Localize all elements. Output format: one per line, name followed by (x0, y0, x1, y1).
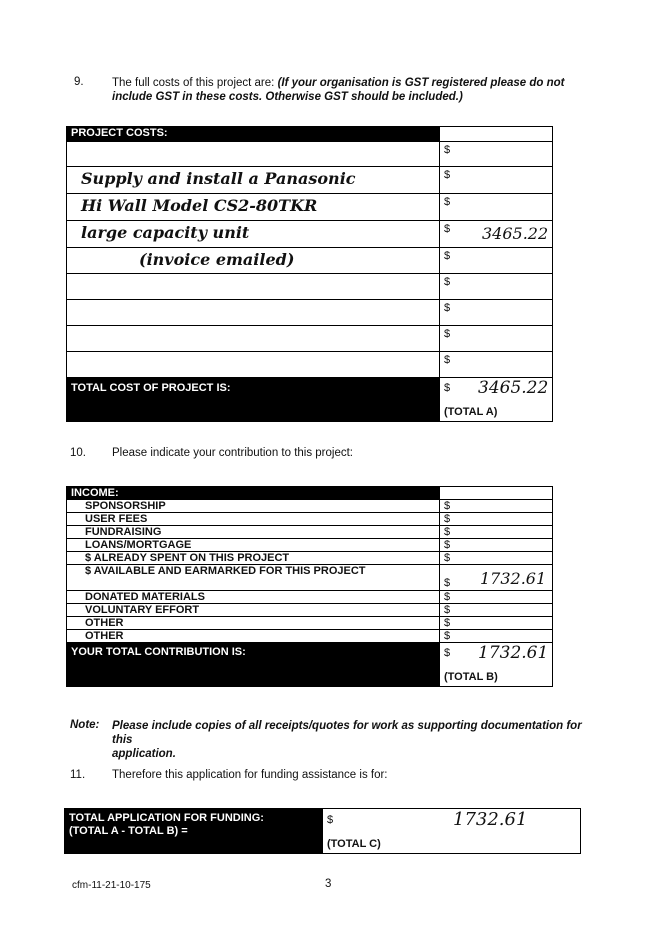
project-cost-amount-cell (440, 326, 553, 352)
note-text: Please include copies of all receipts/quotes for work as supporting documentation for this application. (112, 720, 582, 760)
project-cost-amount-cell (440, 300, 553, 326)
currency-symbol: $ (444, 169, 451, 181)
form-code: cfm-11-21-10-175 (72, 880, 151, 891)
income-amount-cell (440, 513, 553, 526)
project-cost-amount-cell (440, 248, 553, 274)
income-amount-cell (440, 591, 553, 604)
q10-text: Please indicate your contribution to this project: (112, 447, 353, 459)
currency-symbol: $ (444, 539, 451, 551)
income-amount-cell (440, 565, 553, 591)
application-table (64, 808, 581, 854)
currency-symbol: $ (444, 250, 451, 262)
income-item: VOLUNTARY EFFORT (67, 604, 440, 617)
currency-symbol: $ (444, 577, 451, 589)
project-costs-header: PROJECT COSTS: (67, 127, 440, 142)
project-costs-table (66, 126, 553, 422)
income-amount-cell (440, 526, 553, 539)
project-cost-amount-cell (440, 221, 553, 248)
income-amount-cell (440, 539, 553, 552)
project-cost-item (67, 326, 440, 352)
project-cost-item (67, 142, 440, 167)
total-a-ref: (TOTAL A) (444, 406, 498, 418)
income-row (67, 604, 553, 617)
income-total-label: YOUR TOTAL CONTRIBUTION IS: (67, 643, 440, 687)
income-amount-cell (440, 500, 553, 513)
currency-symbol: $ (444, 328, 451, 340)
currency-symbol: $ (444, 591, 451, 603)
project-cost-item (67, 274, 440, 300)
income-item: $ AVAILABLE AND EARMARKED FOR THIS PROJECT (67, 565, 440, 591)
q9-text (112, 76, 592, 104)
project-cost-item: large capacity unit (67, 221, 440, 248)
currency-symbol: $ (444, 144, 451, 156)
income-table (66, 486, 553, 687)
income-row (67, 591, 553, 604)
income-item: LOANS/MORTGAGE (67, 539, 440, 552)
currency-symbol: $ (444, 223, 451, 235)
income-row (67, 630, 553, 643)
q9-question: The full costs of this project are: (112, 77, 275, 89)
currency-symbol: $ (444, 276, 451, 288)
income-row (67, 500, 553, 513)
project-cost-item: (invoice emailed) (67, 248, 440, 274)
project-cost-amount-cell (440, 274, 553, 300)
income-total-cell: $ 1732.61 (TOTAL B) (440, 643, 553, 687)
project-cost-row (67, 326, 553, 352)
project-cost-row (67, 221, 553, 248)
project-costs-total-cell: $ 3465.22 (TOTAL A) (440, 378, 553, 422)
income-item: DONATED MATERIALS (67, 591, 440, 604)
project-cost-amount: 3465.22 (482, 224, 549, 243)
project-cost-row (67, 167, 553, 194)
project-costs-total-label: TOTAL COST OF PROJECT IS: (67, 378, 440, 422)
note-label: Note: (70, 719, 100, 731)
currency-symbol: $ (444, 630, 451, 642)
project-cost-item (67, 352, 440, 378)
income-item: OTHER (67, 617, 440, 630)
application-label: TOTAL APPLICATION FOR FUNDING: (TOTAL A - TOTAL B) = (65, 809, 323, 854)
q10-number: 10. (70, 447, 86, 459)
project-cost-amount-cell (440, 194, 553, 221)
currency-symbol: $ (444, 617, 451, 629)
q9-note-line2: include GST in these costs. Otherwise GST should be included.) (112, 91, 463, 103)
project-cost-item: Supply and install a Panasonic (67, 167, 440, 194)
q9-note-line1: (If your organisation is GST registered please do not (277, 77, 565, 89)
income-header: INCOME: (67, 487, 440, 500)
income-amount-cell (440, 604, 553, 617)
total-c-amount: 1732.61 (453, 809, 528, 830)
project-cost-item: Hi Wall Model CS2-80TKR (67, 194, 440, 221)
income-item: USER FEES (67, 513, 440, 526)
application-amount-cell: $ 1732.61 (TOTAL C) (323, 809, 581, 854)
income-row (67, 526, 553, 539)
income-row (67, 565, 553, 591)
currency-symbol: $ (444, 513, 451, 525)
total-b-amount: 1732.61 (478, 643, 549, 663)
income-amount-cell (440, 617, 553, 630)
currency-symbol: $ (444, 354, 451, 366)
project-cost-row (67, 142, 553, 167)
income-row (67, 617, 553, 630)
total-b-ref: (TOTAL B) (444, 671, 498, 683)
project-cost-row (67, 194, 553, 221)
project-cost-amount-cell (440, 142, 553, 167)
income-amount: 1732.61 (480, 569, 547, 588)
project-cost-row (67, 352, 553, 378)
project-cost-amount-cell (440, 352, 553, 378)
income-row (67, 539, 553, 552)
project-cost-row (67, 274, 553, 300)
q11-text: Therefore this application for funding assistance is for: (112, 769, 388, 781)
page-number: 3 (325, 878, 332, 890)
income-item: SPONSORSHIP (67, 500, 440, 513)
total-a-amount: 3465.22 (478, 378, 549, 398)
income-item: $ ALREADY SPENT ON THIS PROJECT (67, 552, 440, 565)
income-amount-cell (440, 552, 553, 565)
income-row (67, 552, 553, 565)
currency-symbol: $ (444, 526, 451, 538)
q9-number: 9. (74, 76, 84, 88)
currency-symbol: $ (444, 196, 451, 208)
income-amount-cell (440, 630, 553, 643)
income-row (67, 513, 553, 526)
project-cost-item (67, 300, 440, 326)
project-cost-row (67, 300, 553, 326)
total-c-ref: (TOTAL C) (327, 838, 381, 850)
income-item: OTHER (67, 630, 440, 643)
income-item: FUNDRAISING (67, 526, 440, 539)
project-cost-amount-cell (440, 167, 553, 194)
currency-symbol: $ (444, 500, 451, 512)
currency-symbol: $ (444, 552, 451, 564)
q11-number: 11. (70, 769, 86, 781)
project-cost-row (67, 248, 553, 274)
currency-symbol: $ (444, 302, 451, 314)
currency-symbol: $ (444, 604, 451, 616)
